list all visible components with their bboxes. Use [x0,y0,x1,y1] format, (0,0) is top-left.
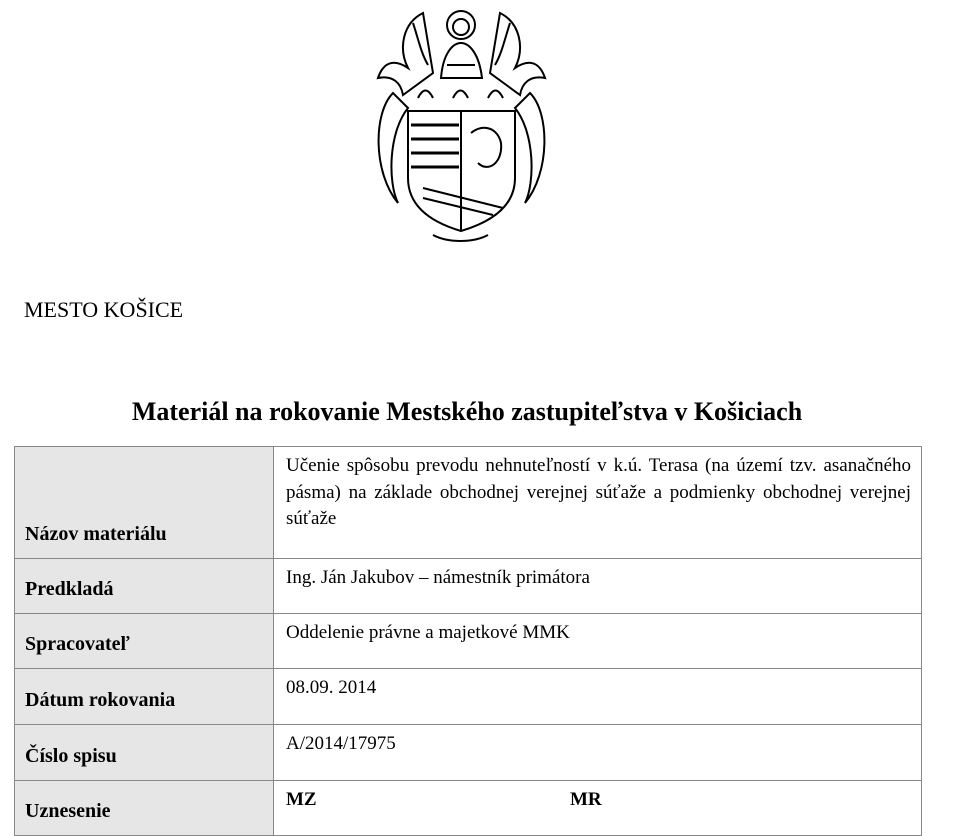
submitter-value: Ing. Ján Jakubov – námestník primátora [274,559,922,614]
row-label: Číslo spisu [15,725,274,781]
row-label: Spracovateľ [15,614,274,669]
table-row [15,614,922,669]
row-label: Predkladá [15,559,274,614]
table-row [15,447,922,559]
material-name-value: Učenie spôsobu prevodu nehnuteľností v k.ú. Terasa (na území tzv. asanačného pásma) na základe obchodnej verejnej súťaže a podmienky obchodnej verejnej súťaže [274,447,922,559]
row-label: Názov materiálu [15,447,274,559]
row-label: Uznesenie [15,781,274,836]
file-number-value: A/2014/17975 [274,725,922,781]
city-name: MESTO KOŠICE [24,297,184,322]
table-row [15,669,922,725]
material-info-table [14,446,922,836]
kosice-coat-of-arms [363,3,560,248]
document-title: Materiál na rokovanie Mestského zastupiteľstva v Košiciach [131,397,803,426]
mr-label: MR [570,789,602,810]
row-label: Dátum rokovania [15,669,274,725]
processor-value: Oddelenie právne a majetkové MMK [274,614,922,669]
meeting-date-value: 08.09. 2014 [274,669,922,725]
table-row [15,725,922,781]
table-row [15,781,922,836]
table-row [15,559,922,614]
resolution-value [274,781,922,836]
mz-label: MZ [286,789,317,810]
